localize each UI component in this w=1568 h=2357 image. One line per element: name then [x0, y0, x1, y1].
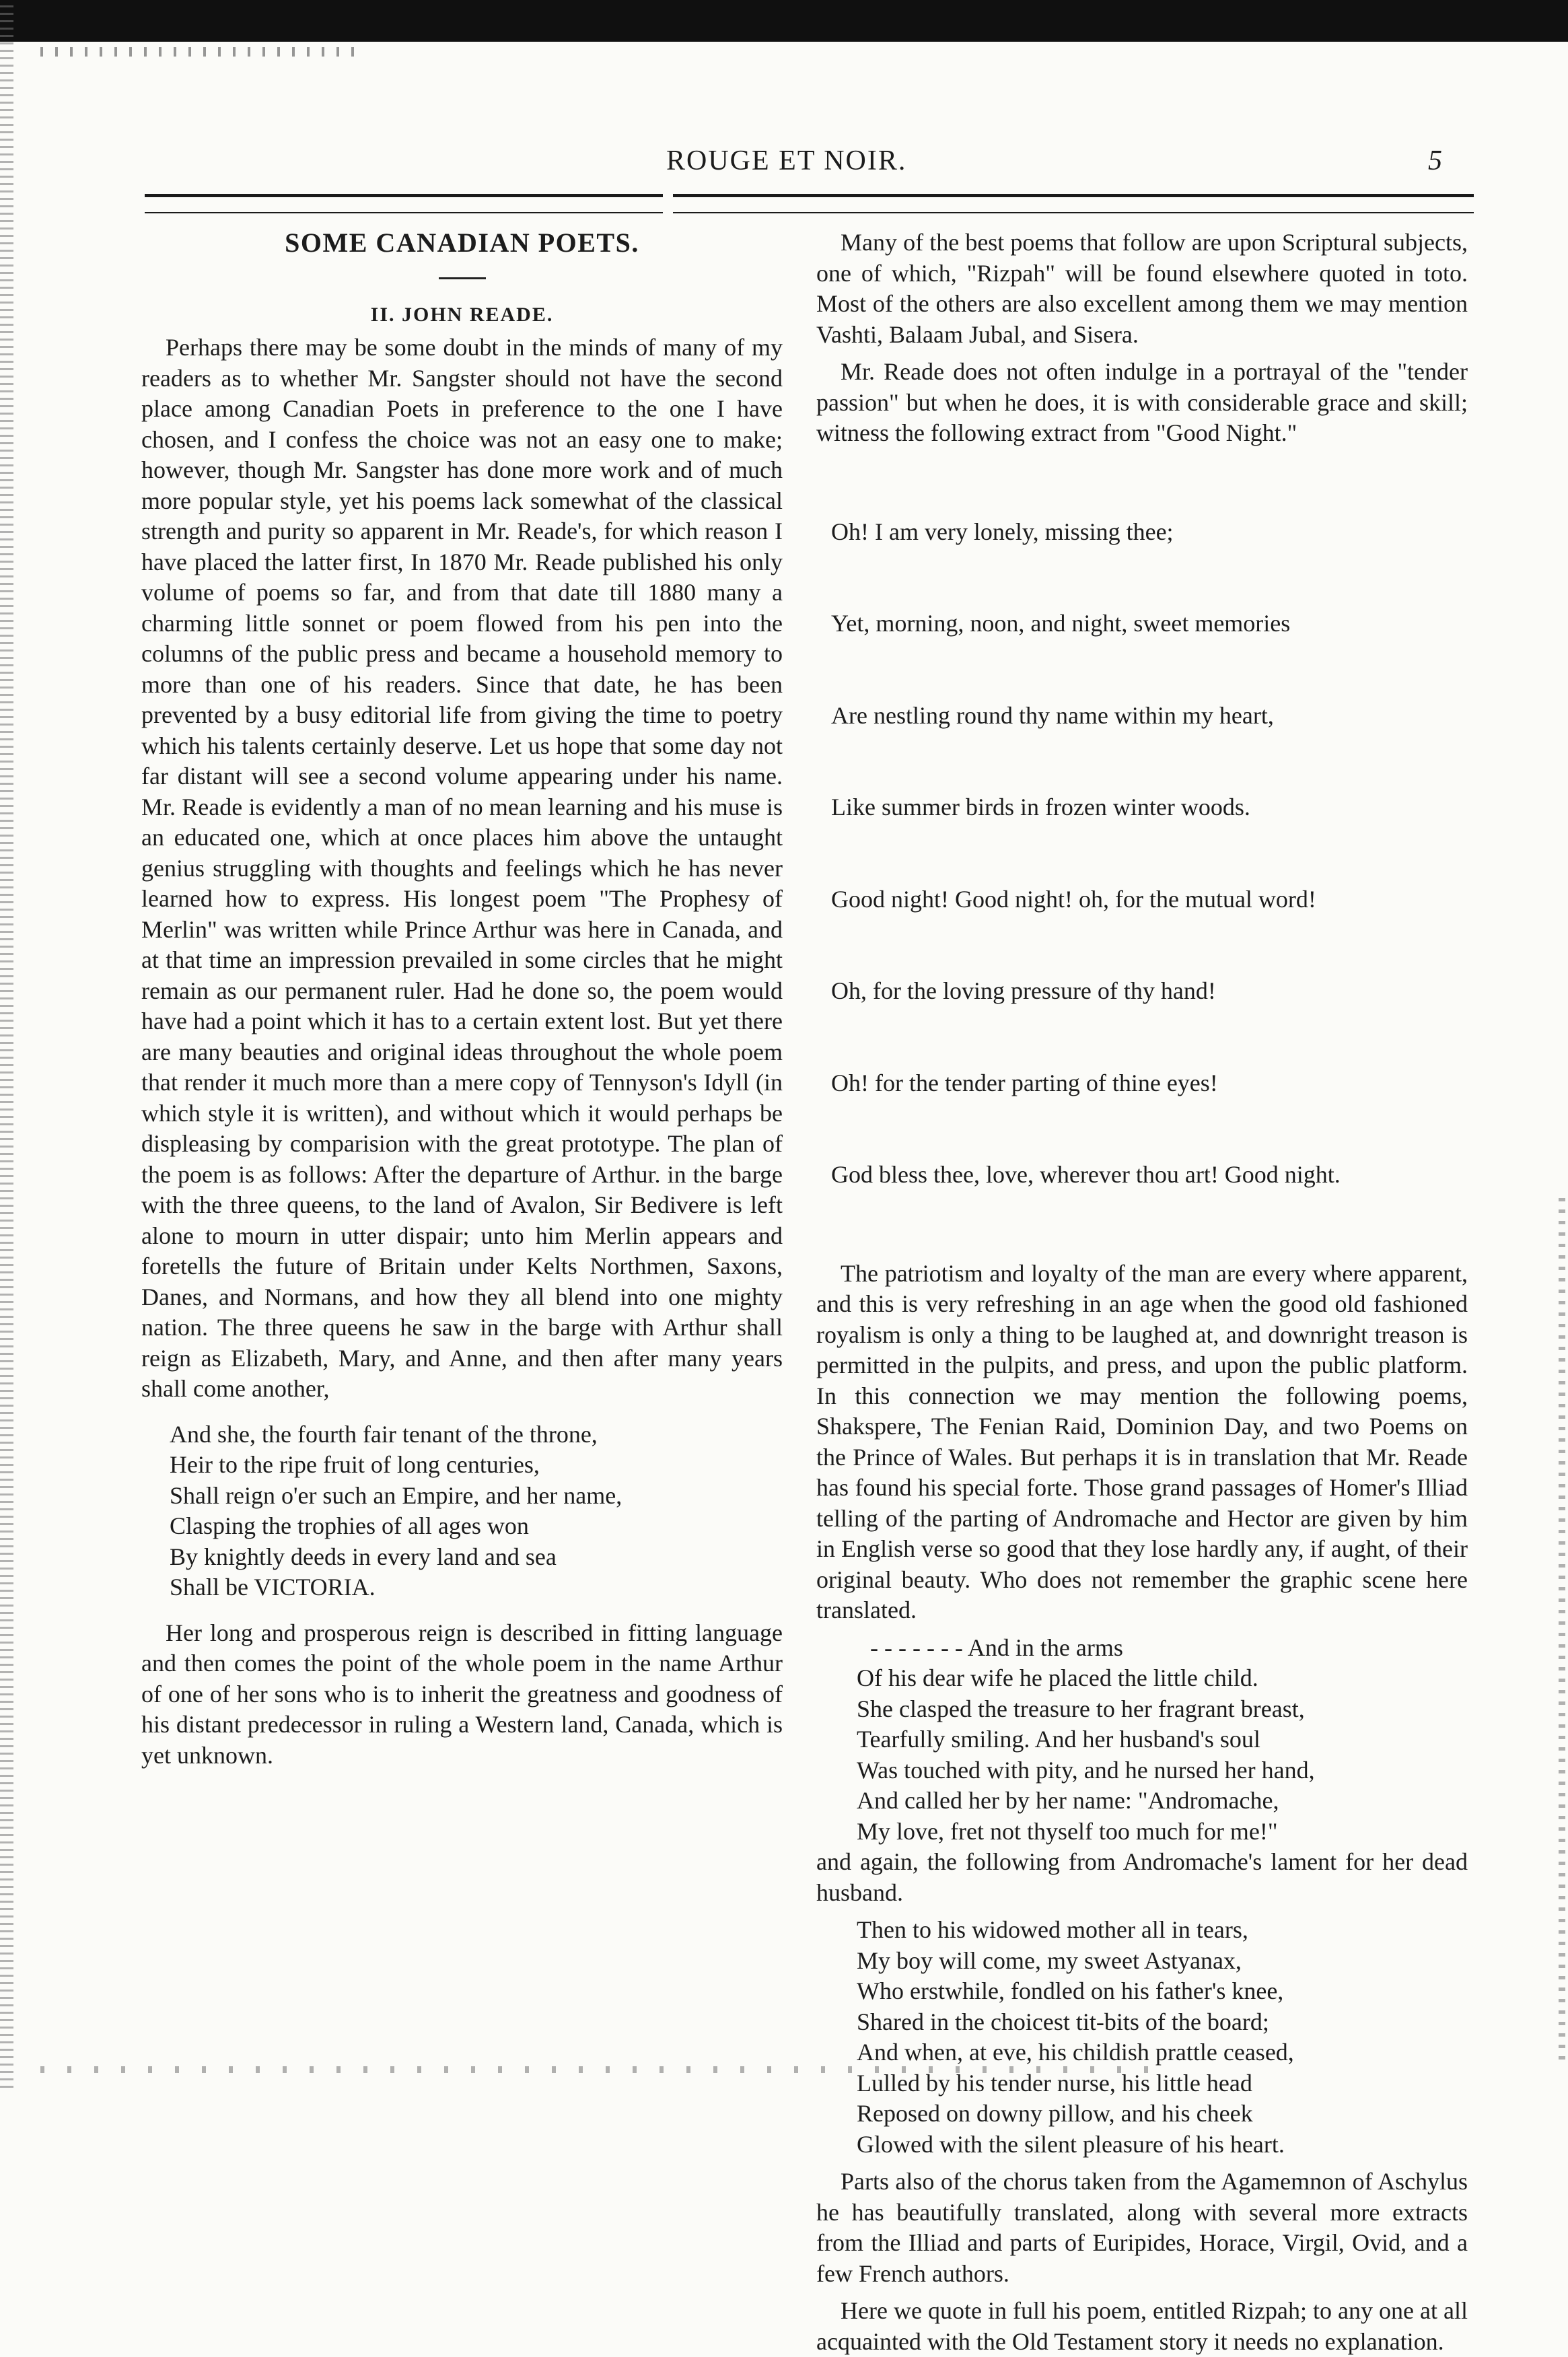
lament-verse [816, 1915, 1468, 2160]
andromache-verse [816, 1633, 1468, 1848]
paragraph: Mr. Reade does not often indulge in a portrayal of the "tender passion" but when he does, it is with considerable grace and skill; witness the following extract from "Good Night." [816, 358, 1468, 446]
scan-left-edge [0, 0, 13, 2088]
verse-line: Then to his widowed mother all in tears, [857, 1916, 1248, 1943]
verse-line: Shall be VICTORIA. [170, 1574, 376, 1600]
paragraph: Here we quote in full his poem, entitled Rizpah; to any one at all acquainted with the Old Testament story it needs no explanation. [816, 2297, 1468, 2355]
right-column [816, 227, 1468, 2357]
verse-line: Good night! Good night! oh, for the mutual word! [831, 885, 1316, 913]
page-number: 5 [1428, 145, 1442, 176]
verse-line: Are nestling round thy name within my heart, [831, 701, 1274, 729]
verse-line: Oh! for the tender parting of thine eyes! [831, 1069, 1218, 1096]
paragraph: The patriotism and loyalty of the man are every where apparent, and this is very refreshing in an age when the good old fashioned royalism is only a thing to be laughed at, and downright treason is permitted in the pulpits, and press, and upon the public platform. In this connection we may mention the following poems, Shakspere, The Fenian Raid, Dominion Day, and two Poems on the Prince of Wales. But perhaps it is in translation that Mr. Reade has found his special forte. Those grand passages of Homer's Illiad telling of the parting of Andromache and Hector are given by him in English verse so good that they lose hardly any, if aught, of their original beauty. Who does not remember the graphic scene here translated. [816, 1259, 1468, 1623]
verse-line: God bless thee, love, wherever thou art! Good night. [831, 1161, 1341, 1188]
verse-line: Oh, for the loving pressure of thy hand! [831, 977, 1216, 1004]
title-divider [439, 277, 486, 279]
verse-line: And called her by her name: "Andromache, [857, 1787, 1279, 1814]
verse-line: Oh! I am very lonely, missing thee; [831, 518, 1174, 545]
verse-line: And she, the fourth fair tenant of the throne, [170, 1420, 598, 1448]
verse-line: Lulled by his tender nurse, his little head [857, 2069, 1252, 2097]
verse-line: Clasping the trophies of all ages won [170, 1512, 529, 1539]
scan-top-edge [0, 0, 1568, 42]
paragraph: Parts also of the chorus taken from the Agamemnon of Aschylus he has beautifully translated, along with several more extracts from the Illiad and parts of Euripides, Horace, Virgil, Ovid, and a few French authors. [816, 2168, 1468, 2287]
verse-line: Reposed on downy pillow, and his cheek [857, 2100, 1253, 2127]
verse-line: Like summer birds in frozen winter woods. [831, 794, 1250, 820]
verse-line: Yet, morning, noon, and night, sweet memories [831, 610, 1291, 637]
good-night-verse [816, 456, 1468, 1252]
verse-line: Heir to the ripe fruit of long centuries, [170, 1451, 540, 1478]
verse-line: Of his dear wife he placed the little child. [857, 1664, 1258, 1691]
verse-line: Shall reign o'er such an Empire, and her name, [170, 1481, 622, 1509]
left-column [141, 227, 783, 1771]
merlin-verse [141, 1419, 783, 1603]
header-rule [673, 194, 1474, 213]
article-title: SOME CANADIAN POETS. [285, 227, 639, 258]
running-head: ROUGE ET NOIR. [666, 145, 907, 176]
verse-line: By knightly deeds in every land and sea [170, 1543, 557, 1570]
conclusion-paragraph: Her long and prosperous reign is described in fitting language and then comes the point of the whole poem in the name Arthur of one of her sons who is to inherit the greatness and goodness of his distant predecessor in ruling a Western land, Canada, which is yet unknown. [141, 1619, 783, 1769]
intro-paragraph: Perhaps there may be some doubt in the minds of many of my readers as to whether Mr. Sangster should not have the second place among Canadian Poets in preference to the one I have chosen, and I confess the choice was not an easy one to make; however, though Mr. Sangster has done more work and of much more popular style, yet his poems lack somewhat of the classical strength and purity so apparent in Mr. Reade's, for which reason I have placed the latter first, In 1870 Mr. Reade published his only volume of poems so far, and from that date till 1880 many a charming little sonnet or poem flowed from his pen into the columns of the public press and became a household memory to more than one of his readers. Since that date, he has been prevented by a busy editorial life from giving the time to poetry which his talents certainly deserve. Let us hope that some day not far distant will see a second volume appearing under his name. Mr. Reade is evidently a man of no mean learning and his muse is an educated one, which at once places him above the untaught genius struggling with thoughts and feelings which he has never learned how to express. His longest poem "The Prophesy of Merlin" was written while Prince Arthur was here in Canada, and at that time an impression prevailed in some circles that he might remain as our permanent ruler. Had he done so, the poem would have had a point which it has to a certain extent lost. But yet there are many beauties and original ideas throughout the whole poem that render it much more than a mere copy of Tennyson's Idyll (in which style it is written), and without which it would perhaps be displeasing by comparision with the great prototype. The plan of the poem is as follows: After the departure of Arthur. in the barge with the three queens, to the land of Avalon, Sir Bedivere is left alone to mourn in utter dispair; unto him Merlin appears and foretells the future of Britain under Kelts Northmen, Saxons, Danes, and Normans, and how they all blend into one mighty nation. The three queens he saw in the barge with Arthur shall reign as Elizabeth, Mary, and Anne, and then after many years shall come another, [141, 334, 783, 1402]
verse-line: And when, at eve, his childish prattle ceased, [857, 2039, 1294, 2066]
verse-line: Tearfully smiling. And her husband's soul [857, 1726, 1260, 1753]
paragraph: Many of the best poems that follow are upon Scriptural subjects, one of which, "Rizpah" will be found elsewhere quoted in toto. Most of the others are also excellent among them we may mention Vashti, Balaam Jubal, and Sisera. [816, 229, 1468, 348]
verse-line: Who erstwhile, fondled on his father's knee, [857, 1977, 1284, 2004]
verse-line: My boy will come, my sweet Astyanax, [857, 1946, 1242, 1974]
scan-right-edge [1559, 1198, 1565, 2060]
verse-line: - - - - - - - And in the arms [870, 1633, 1123, 1661]
paragraph: and again, the following from Andromache's lament for her dead husband. [816, 1848, 1468, 1906]
article-subtitle: II. JOHN READE. [370, 303, 554, 326]
scan-noise [40, 47, 363, 57]
verse-line: Shared in the choicest tit-bits of the board; [857, 2008, 1269, 2035]
verse-line: She clasped the treasure to her fragrant breast, [857, 1695, 1305, 1722]
verse-line: Glowed with the silent pleasure of his heart. [857, 2130, 1285, 2158]
verse-line: My love, fret not thyself too much for me!" [857, 1817, 1278, 1845]
verse-line: Was touched with pity, and he nursed her hand, [857, 1756, 1315, 1784]
header-rule [145, 194, 663, 213]
